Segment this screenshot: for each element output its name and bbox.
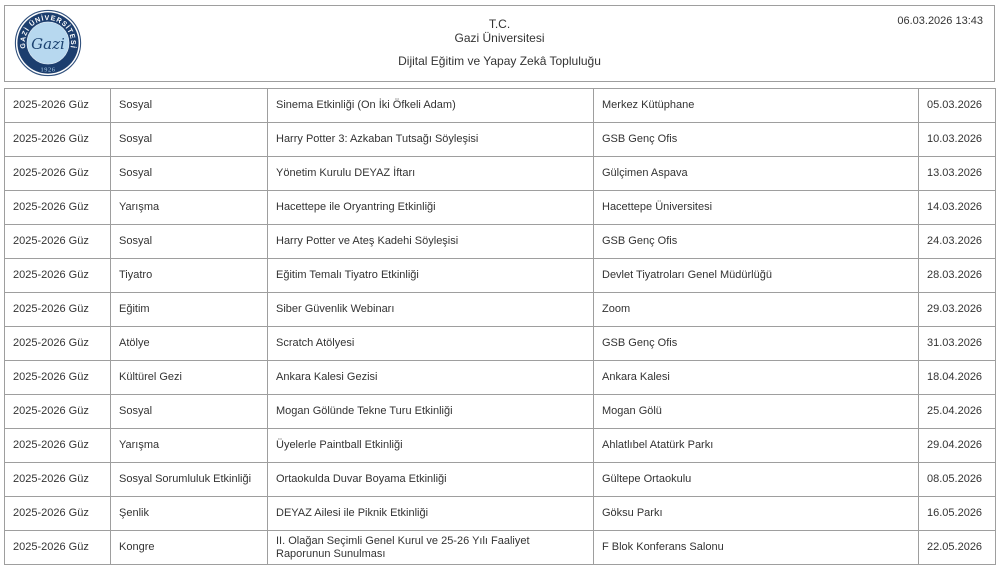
table-row [5,531,996,565]
events-table [4,88,996,565]
table-row [5,259,996,293]
event-cell: Eğitim Temalı Tiyatro Etkinliği [268,259,594,293]
table-row [5,327,996,361]
table-row [5,361,996,395]
table-row [5,225,996,259]
table-row [5,191,996,225]
date-cell: 05.03.2026 [919,89,996,123]
term-cell: 2025-2026 Güz [5,225,111,259]
location-cell: GSB Genç Ofis [594,123,919,157]
date-cell: 29.03.2026 [919,293,996,327]
term-cell: 2025-2026 Güz [5,123,111,157]
term-cell: 2025-2026 Güz [5,531,111,565]
location-cell: Hacettepe Üniversitesi [594,191,919,225]
date-cell: 31.03.2026 [919,327,996,361]
date-cell: 22.05.2026 [919,531,996,565]
header-titles [5,6,994,68]
date-cell: 29.04.2026 [919,429,996,463]
term-cell: 2025-2026 Güz [5,89,111,123]
date-cell: 16.05.2026 [919,497,996,531]
date-cell: 10.03.2026 [919,123,996,157]
category-cell: Şenlik [111,497,268,531]
location-cell: Ankara Kalesi [594,361,919,395]
university-title: Gazi Üniversitesi [454,31,545,45]
term-cell: 2025-2026 Güz [5,463,111,497]
category-cell: Sosyal [111,157,268,191]
location-cell: Gültepe Ortaokulu [594,463,919,497]
event-cell: Ortaokulda Duvar Boyama Etkinliği [268,463,594,497]
date-cell: 28.03.2026 [919,259,996,293]
event-cell: Sinema Etkinliği (On İki Öfkeli Adam) [268,89,594,123]
logo-year-text: 1926 [40,66,56,74]
event-cell: Ankara Kalesi Gezisi [268,361,594,395]
event-cell: Scratch Atölyesi [268,327,594,361]
event-cell: Harry Potter 3: Azkaban Tutsağı Söyleşisi [268,123,594,157]
date-cell: 13.03.2026 [919,157,996,191]
location-cell: Mogan Gölü [594,395,919,429]
event-cell: II. Olağan Seçimli Genel Kurul ve 25-26 Yılı Faaliyet Raporunun Sunulması [268,531,594,565]
date-cell: 14.03.2026 [919,191,996,225]
location-cell: GSB Genç Ofis [594,327,919,361]
table-row [5,395,996,429]
term-cell: 2025-2026 Güz [5,429,111,463]
location-cell: F Blok Konferans Salonu [594,531,919,565]
location-cell: Ahlatlıbel Atatürk Parkı [594,429,919,463]
term-cell: 2025-2026 Güz [5,259,111,293]
gazi-university-logo-icon [14,9,82,77]
term-cell: 2025-2026 Güz [5,157,111,191]
category-cell: Yarışma [111,191,268,225]
location-cell: Zoom [594,293,919,327]
location-cell: Gülçimen Aspava [594,157,919,191]
date-cell: 24.03.2026 [919,225,996,259]
event-cell: Harry Potter ve Ateş Kadehi Söyleşisi [268,225,594,259]
table-row [5,89,996,123]
category-cell: Kültürel Gezi [111,361,268,395]
table-row [5,123,996,157]
term-cell: 2025-2026 Güz [5,395,111,429]
event-cell: Mogan Gölünde Tekne Turu Etkinliği [268,395,594,429]
table-row [5,293,996,327]
logo-script-text: Gazi [31,35,65,53]
event-cell: Yönetim Kurulu DEYAZ İftarı [268,157,594,191]
generated-timestamp: 06.03.2026 13:43 [897,15,983,27]
category-cell: Sosyal [111,225,268,259]
community-title: Dijital Eğitim ve Yapay Zekâ Topluluğu [398,54,601,68]
event-cell: Siber Güvenlik Webinarı [268,293,594,327]
category-cell: Atölye [111,327,268,361]
events-table-body [5,89,996,565]
event-cell: DEYAZ Ailesi ile Piknik Etkinliği [268,497,594,531]
category-cell: Sosyal [111,123,268,157]
location-cell: Merkez Kütüphane [594,89,919,123]
category-cell: Tiyatro [111,259,268,293]
category-cell: Kongre [111,531,268,565]
table-row [5,429,996,463]
table-row [5,157,996,191]
location-cell: Devlet Tiyatroları Genel Müdürlüğü [594,259,919,293]
category-cell: Sosyal Sorumluluk Etkinliği [111,463,268,497]
event-cell: Hacettepe ile Oryantring Etkinliği [268,191,594,225]
report-header [4,5,995,82]
category-cell: Yarışma [111,429,268,463]
logo-ring-text: GAZİ ÜNİVERSİTESİ [19,14,77,50]
date-cell: 08.05.2026 [919,463,996,497]
term-cell: 2025-2026 Güz [5,497,111,531]
date-cell: 25.04.2026 [919,395,996,429]
event-cell: Üyelerle Paintball Etkinliği [268,429,594,463]
country-title: T.C. [488,17,511,31]
table-row [5,497,996,531]
term-cell: 2025-2026 Güz [5,191,111,225]
term-cell: 2025-2026 Güz [5,327,111,361]
term-cell: 2025-2026 Güz [5,293,111,327]
location-cell: GSB Genç Ofis [594,225,919,259]
date-cell: 18.04.2026 [919,361,996,395]
category-cell: Sosyal [111,395,268,429]
category-cell: Sosyal [111,89,268,123]
term-cell: 2025-2026 Güz [5,361,111,395]
logo-svg [14,9,82,77]
table-row [5,463,996,497]
location-cell: Göksu Parkı [594,497,919,531]
category-cell: Eğitim [111,293,268,327]
